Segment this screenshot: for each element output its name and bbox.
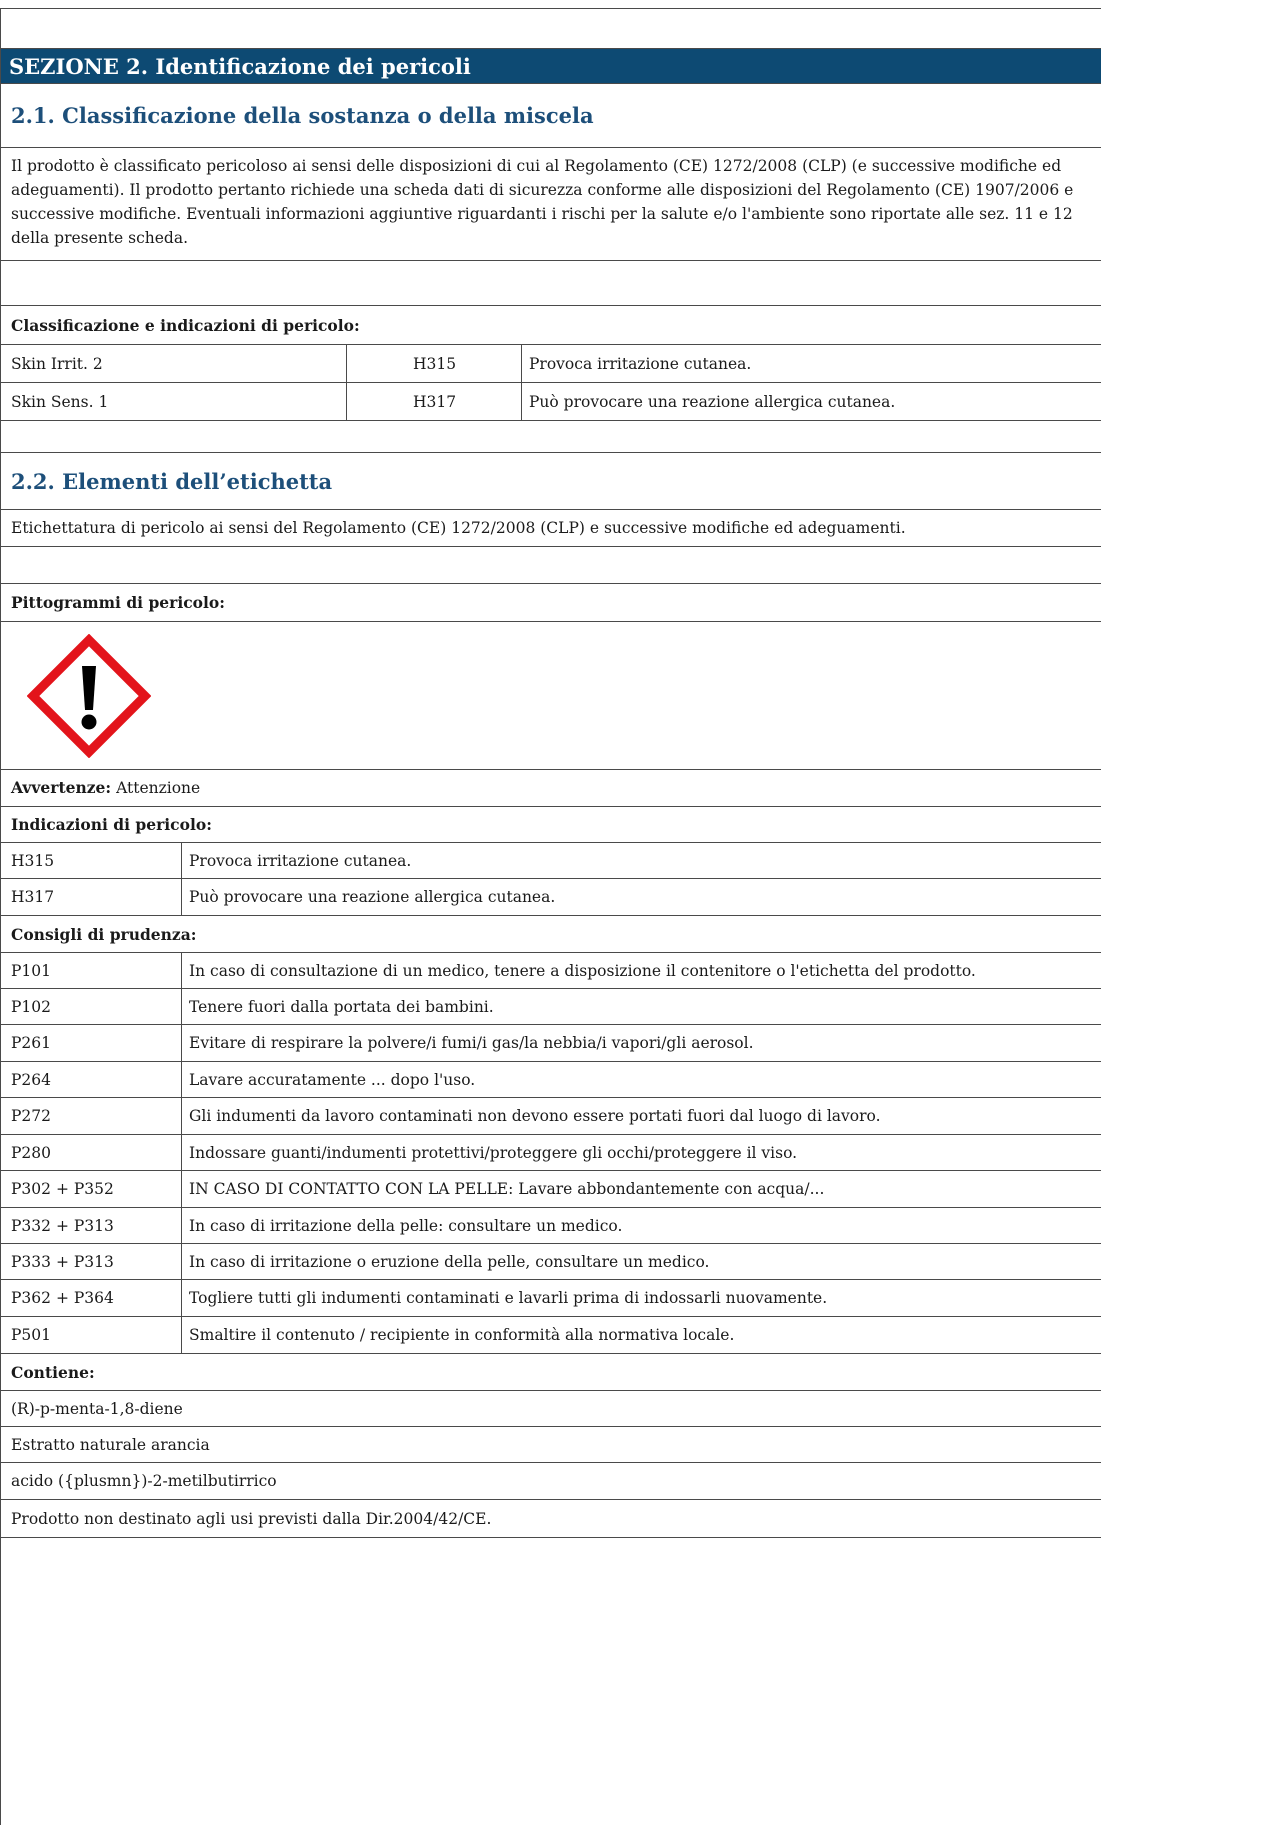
hazard-class: Skin Sens. 1 xyxy=(11,392,109,411)
list-item xyxy=(1,1390,1101,1426)
precaution-statement: Gli indumenti da lavoro contaminati non devono essere portati fuori dal luogo di lavoro. xyxy=(181,1098,1101,1134)
precaution-statement: Tenere fuori dalla portata dei bambini. xyxy=(181,989,1101,1024)
hazard-statements-label-row xyxy=(1,806,1101,842)
pictograms-label-row xyxy=(1,583,1101,621)
precaution-code: P272 xyxy=(11,1107,52,1125)
classification-paragraph xyxy=(1,147,1101,260)
precaution-statement: Indossare guanti/indumenti protettivi/proteggere gli occhi/proteggere il viso. xyxy=(181,1135,1101,1170)
signal-word-value: Attenzione xyxy=(116,779,201,797)
hazard-statements-label: Indicazioni di pericolo: xyxy=(11,815,212,834)
directive-note-row xyxy=(1,1499,1101,1537)
hazard-statement: Provoca irritazione cutanea. xyxy=(521,345,1101,382)
paragraph-line: adeguamenti). Il prodotto pertanto richiede una scheda dati di sicurezza conforme alle disposizioni del Regolamento (CE) 1907/2006 e xyxy=(11,181,1074,199)
table-row xyxy=(1,842,1101,878)
table-row xyxy=(1,1243,1101,1279)
signal-word-label: Avvertenze: xyxy=(11,778,112,797)
paragraph-line: della presente scheda. xyxy=(11,229,189,247)
precaution-code: P264 xyxy=(11,1070,52,1089)
paragraph-line: Il prodotto è classificato pericoloso ai sensi delle disposizioni di cui al Regolamento (CE) 1272/2008 (CLP) (e successive modifiche ed xyxy=(11,157,1062,175)
table-row xyxy=(1,1170,1101,1207)
paragraph-line: successive modifiche. Eventuali informazioni aggiuntive riguardanti i rischi per la salute e/o l'ambiente sono riportate alle sez. 11 e 12 xyxy=(11,205,1073,223)
hazard-statement: Provoca irritazione cutanea. xyxy=(181,843,1101,878)
precaution-code: P362 + P364 xyxy=(11,1289,114,1307)
precautionary-label-row xyxy=(1,915,1101,952)
ghs07-exclamation-mark-icon xyxy=(27,634,151,758)
classification-label-row xyxy=(1,305,1101,344)
hazard-class: Skin Irrit. 2 xyxy=(11,354,103,373)
blank-row xyxy=(1,1537,1101,1825)
contains-label-row xyxy=(1,1353,1101,1390)
precautionary-label: Consigli di prudenza: xyxy=(11,924,197,944)
blank-row xyxy=(1,420,1101,452)
table-row xyxy=(1,878,1101,915)
subsection-2-2-title: 2.2. Elementi dell’etichetta xyxy=(11,468,333,494)
precaution-statement: In caso di consultazione di un medico, tenere a disposizione il contenitore o l'etichetta del prodotto. xyxy=(181,953,1101,988)
table-row xyxy=(1,1207,1101,1243)
hazard-code: H317 xyxy=(346,383,521,420)
precaution-statement: In caso di irritazione o eruzione della pelle, consultare un medico. xyxy=(181,1244,1101,1279)
subsection-2-1-header xyxy=(1,83,1101,147)
section-header xyxy=(1,48,1101,83)
precaution-code: P101 xyxy=(11,961,52,980)
precaution-statement: Evitare di respirare la polvere/i fumi/i gas/la nebbia/i vapori/gli aerosol. xyxy=(181,1025,1101,1061)
hazard-code: H317 xyxy=(11,888,55,906)
blank-row xyxy=(1,260,1101,305)
classification-label: Classificazione e indicazioni di pericolo: xyxy=(11,315,360,335)
precaution-statement: Lavare accuratamente ... dopo l'uso. xyxy=(181,1062,1101,1097)
table-row xyxy=(1,1279,1101,1316)
hazard-statement: Può provocare una reazione allergica cutanea. xyxy=(181,879,1101,915)
hazard-statement: Può provocare una reazione allergica cutanea. xyxy=(521,383,1101,420)
list-item xyxy=(1,1462,1101,1499)
precaution-statement: In caso di irritazione della pelle: consultare un medico. xyxy=(181,1208,1101,1243)
precaution-code: P332 + P313 xyxy=(11,1216,114,1235)
table-row xyxy=(1,988,1101,1024)
blank-row xyxy=(1,8,1101,48)
table-row xyxy=(1,1134,1101,1170)
precaution-code: P102 xyxy=(11,997,52,1016)
table-row xyxy=(1,1097,1101,1134)
precaution-code: P333 + P313 xyxy=(11,1252,114,1271)
precaution-statement: Smaltire il contenuto / recipiente in conformità alla normativa locale. xyxy=(181,1317,1101,1353)
precaution-code: P280 xyxy=(11,1143,52,1162)
precaution-code: P261 xyxy=(11,1034,52,1052)
contained-substance: Estratto naturale arancia xyxy=(11,1435,210,1454)
precaution-code: P302 + P352 xyxy=(11,1180,114,1198)
labelling-intro-row xyxy=(1,509,1101,546)
pictogram-row xyxy=(1,621,1101,769)
contains-label: Contiene: xyxy=(11,1362,95,1382)
table-row xyxy=(1,344,1101,382)
subsection-2-2-header xyxy=(1,452,1101,509)
table-row xyxy=(1,382,1101,420)
subsection-2-1-title: 2.1. Classificazione della sostanza o della miscela xyxy=(11,103,594,128)
contained-substance: (R)-p-menta-1,8-diene xyxy=(11,1399,183,1418)
table-row xyxy=(1,1024,1101,1061)
hazard-code: H315 xyxy=(11,851,55,870)
pictograms-label: Pittogrammi di pericolo: xyxy=(11,593,225,612)
signal-word-row xyxy=(1,769,1101,806)
table-row xyxy=(1,952,1101,988)
precaution-code: P501 xyxy=(11,1326,52,1344)
blank-row xyxy=(1,546,1101,583)
contained-substance: acido ({plusmn})-2-metilbutirrico xyxy=(11,1472,277,1490)
precaution-statement: IN CASO DI CONTATTO CON LA PELLE: Lavare abbondantemente con acqua/... xyxy=(181,1171,1101,1207)
hazard-code: H315 xyxy=(346,345,521,382)
table-row xyxy=(1,1316,1101,1353)
directive-note: Prodotto non destinato agli usi previsti dalla Dir.2004/42/CE. xyxy=(11,1509,492,1528)
labelling-intro: Etichettatura di pericolo ai sensi del Regolamento (CE) 1272/2008 (CLP) e successive modifiche ed adeguamenti. xyxy=(11,519,906,537)
section-title: SEZIONE 2. Identificazione dei pericoli xyxy=(9,53,471,79)
safety-data-sheet-section-2 xyxy=(0,8,1101,1825)
list-item xyxy=(1,1426,1101,1462)
table-row xyxy=(1,1061,1101,1097)
precaution-statement: Togliere tutti gli indumenti contaminati e lavarli prima di indossarli nuovamente. xyxy=(181,1280,1101,1316)
